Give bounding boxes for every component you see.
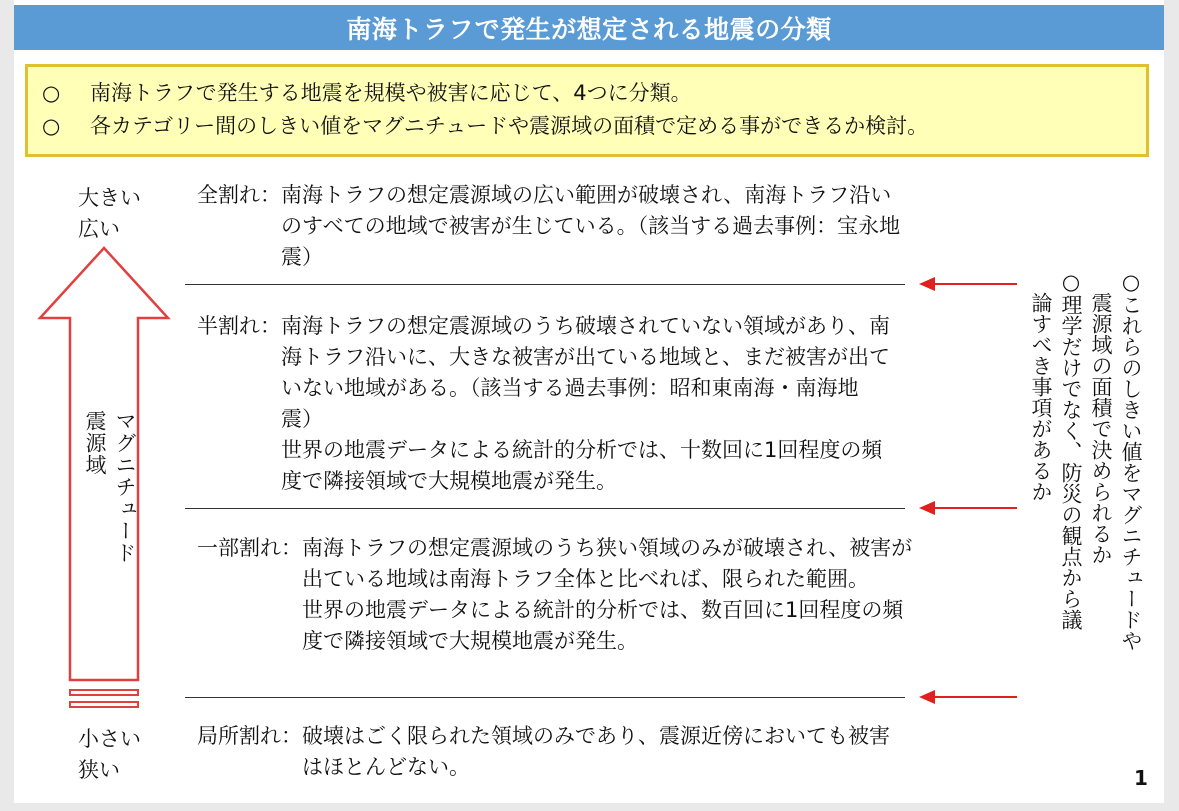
summary-text: 南海トラフで発生する地震を規模や被害に応じて、4つに分類。: [90, 81, 692, 105]
divider: [185, 284, 905, 285]
category-name: 局所割れ：: [197, 724, 302, 748]
arrow-label-source-area: 震源域: [83, 410, 107, 476]
threshold-arrow-icon: [919, 687, 1019, 707]
summary-text: 各カテゴリー間のしきい値をマグニチュードや震源域の面積で定める事ができるか検討。: [90, 114, 929, 138]
divider: [185, 697, 905, 698]
category-description: 南海トラフの想定震源域のうち狭い領域のみが破壊され、被害が出ている地域は南海トラフ全体と比べれば、限られた範囲。 世界の地震データによる統計的分析では、数百回に1回程度の頻度で隣接領域で大規模地震が発生。: [302, 536, 913, 653]
side-note-text: 理学だけでなく、防災の観点から議: [1059, 294, 1083, 630]
scale-top-label: [78, 183, 141, 245]
category-full-rupture: [197, 180, 917, 273]
slide: [14, 0, 1164, 803]
side-note-text: 論すべき事項があるか: [1029, 292, 1053, 502]
category-name: 全割れ：: [197, 183, 281, 207]
category-name: 一部割れ：: [197, 536, 302, 560]
category-description: 南海トラフの想定震源域のうち破壊されていない領域があり、南海トラフ沿いに、大きな被害が出ている地域と、まだ被害が出ていない地域がある。（該当する過去事例：昭和東南海・南海地震） 世界の地震データによる統計的分析では、十数回に1回程度の頻度で隣接領域で大規模地震が発生。: [281, 314, 890, 493]
summary-box: [25, 64, 1149, 157]
category-name: 半割れ：: [197, 314, 281, 338]
bullet-circle-icon: ○: [42, 114, 61, 138]
bullet-circle-icon: ○: [42, 81, 61, 105]
page-number: 1: [1134, 766, 1148, 790]
side-note-line: [1086, 270, 1116, 651]
category-description: 南海トラフの想定震源域の広い範囲が破壊され、南海トラフ沿いのすべての地域で被害が生じている。（該当する過去事例：宝永地震）: [281, 183, 901, 269]
summary-item: [42, 110, 1132, 143]
category-half-rupture: [197, 311, 917, 497]
category-description: 破壊はごく限られた領域のみであり、震源近傍においても被害はほとんどない。: [302, 724, 890, 779]
side-note-line: [1116, 270, 1146, 651]
category-local-rupture: [197, 721, 937, 783]
divider: [185, 508, 905, 509]
bullet-circle-icon: ○: [1119, 270, 1143, 294]
threshold-arrow-icon: [919, 274, 1019, 294]
side-note-line: [1026, 270, 1056, 651]
scale-bottom-narrow: 狭い: [78, 758, 120, 782]
summary-item: [42, 77, 1132, 110]
threshold-arrow-icon: [919, 498, 1019, 518]
scale-bottom-small: 小さい: [78, 727, 141, 751]
scale-bottom-label: [78, 724, 141, 786]
arrow-label-magnitude: マグニチュード: [113, 410, 137, 564]
side-note-line: [1056, 270, 1086, 651]
magnitude-scale-up-arrow-icon: [36, 240, 172, 715]
bullet-circle-icon: ○: [1059, 270, 1083, 294]
scale-top-wide: 広い: [78, 217, 120, 241]
side-note-text: 震源域の面積で決められるか: [1089, 292, 1113, 565]
side-note-text: これらのしきい値をマグニチュードや: [1119, 294, 1143, 651]
category-partial-rupture: [197, 533, 937, 657]
side-note: [1026, 270, 1146, 651]
slide-title: 南海トラフで発生が想定される地震の分類: [14, 5, 1164, 50]
scale-top-large: 大きい: [78, 186, 141, 210]
